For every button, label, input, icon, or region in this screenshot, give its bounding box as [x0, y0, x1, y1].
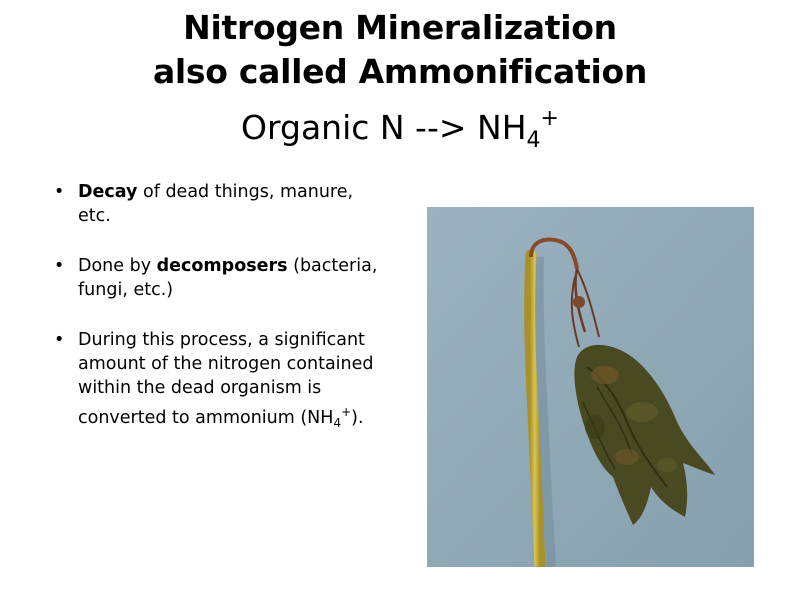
slide-title — [0, 6, 800, 164]
formula-subscript: 4 — [526, 128, 541, 153]
leaf-patch — [615, 449, 639, 465]
bullet-bold-decay: Decay — [78, 182, 138, 202]
formula-text: Organic N --> NH — [241, 108, 527, 147]
bullet-text-decomposers: (bacteria, fungi, etc.) — [78, 256, 378, 300]
bullet-item-decomposers — [48, 254, 388, 302]
title-line-2: also called Ammonification — [152, 52, 648, 91]
plant-illustration — [427, 207, 754, 567]
bullet-dot: • — [54, 182, 65, 202]
ammonium-superscript: + — [341, 405, 352, 419]
leaf-knot — [573, 296, 585, 308]
ammonium-subscript: 4 — [333, 416, 342, 430]
title-line-1: Nitrogen Mineralization — [183, 8, 617, 47]
bullet-dot: • — [54, 256, 65, 276]
decaying-plant-photo — [427, 207, 754, 567]
formula-superscript: + — [540, 106, 559, 131]
leaf-patch — [657, 458, 677, 472]
bullet-list — [48, 180, 388, 461]
leaf-patch — [585, 415, 605, 439]
bullet-item-process — [48, 328, 388, 435]
bullet-text-decay: of dead things, manure, etc. — [78, 182, 354, 226]
leaf-patch — [626, 402, 658, 422]
bullet-bold-decomposers: decomposers — [156, 256, 288, 276]
bullet-dot: • — [54, 330, 65, 350]
bullet-item-decay — [48, 180, 388, 228]
bullet-text-process: During this process, a significant amount of the nitrogen contained within the dead organism is converted to ammonium (NH — [78, 330, 374, 428]
bullet-end-process: ). — [351, 408, 364, 428]
leaf-patch — [591, 366, 619, 384]
title-formula — [0, 96, 800, 164]
bullet-pre-decomposers: Done by — [78, 256, 157, 276]
